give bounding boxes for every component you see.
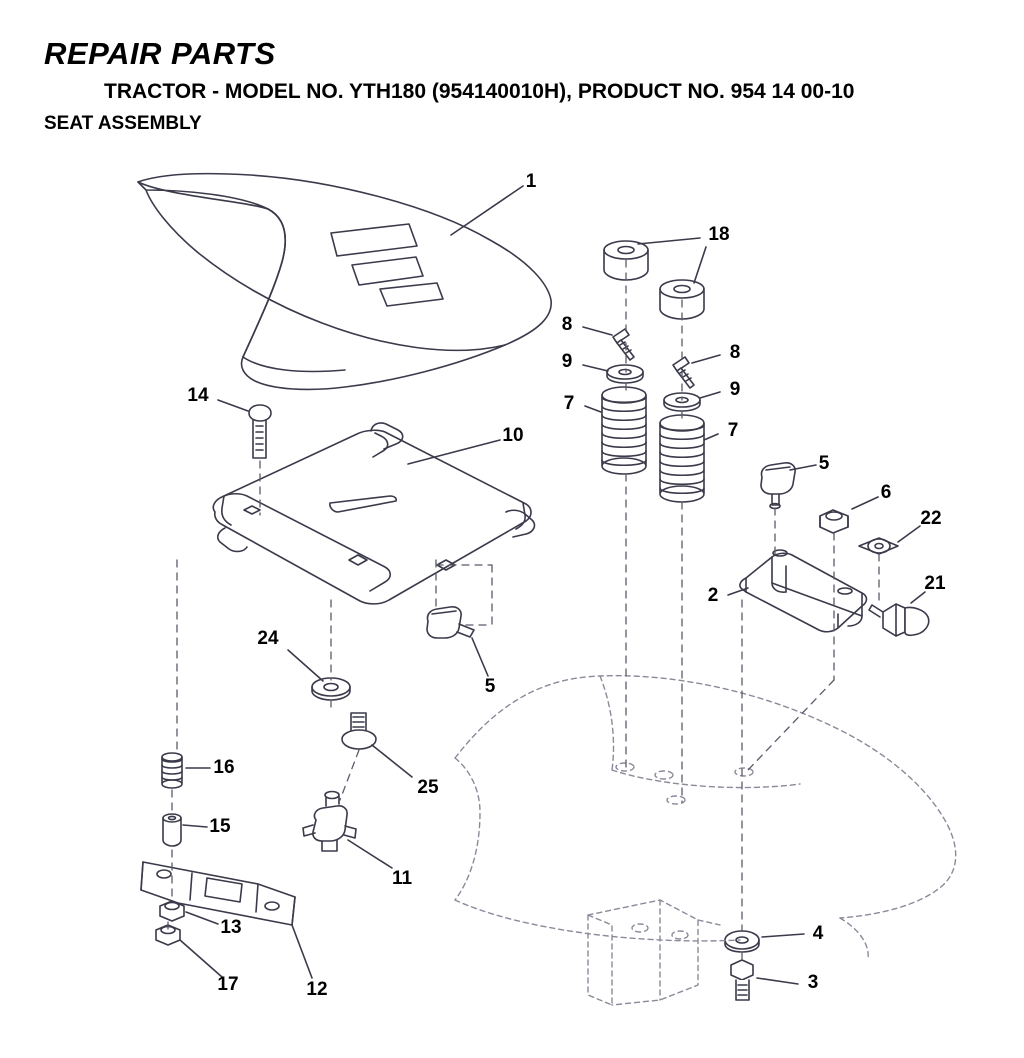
callout-number: 7 [563,393,575,414]
callout-number: 16 [213,757,235,778]
nut-13 [160,901,184,921]
callout-number: 7 [727,420,739,441]
callout-number: 2 [707,585,719,606]
washer-22 [859,538,898,554]
nut-6 [820,510,848,533]
seat-bracket-2 [740,550,867,632]
callout-number: 22 [920,508,942,529]
model-subtitle: TRACTOR - MODEL NO. YTH180 (954140010H), PRODUCT NO. 954 14 00-10 [104,80,855,103]
callout-number: 18 [708,224,730,245]
callout-number: 14 [187,385,209,406]
callout-number: 12 [306,979,328,1000]
callout-number: 8 [561,314,573,335]
washer-24 [312,678,350,700]
callout-number: 9 [561,351,573,372]
spring-7-left [602,387,646,474]
washer-4 [725,931,759,952]
callout-number: 5 [818,453,830,474]
callout-number: 5 [484,676,496,697]
spring-7-right [660,415,704,502]
callout-number: 8 [729,342,741,363]
spacer-15 [163,814,181,846]
spring-16 [162,753,182,788]
washer-9-right [664,393,700,411]
callout-number: 13 [220,917,242,938]
shoulder-bolt-14 [249,405,271,458]
callout-number: 21 [924,573,946,594]
callout-number: 15 [209,816,231,837]
clip-5-lower [427,607,474,638]
screw-8-right [673,357,694,388]
callout-number: 3 [807,972,819,993]
callout-number: 9 [729,379,741,400]
callout-number: 11 [391,868,413,889]
callout-number: 6 [880,482,892,503]
knob-11 [303,792,356,852]
screw-8-left [613,329,634,360]
section-title: SEAT ASSEMBLY [44,113,202,134]
callout-number: 4 [812,923,824,944]
bolt-3 [731,960,753,1000]
callout-number: 10 [502,425,524,446]
washer-9-left [607,365,643,383]
screw-25 [342,713,376,749]
callout-number: 24 [257,628,279,649]
page-title: REPAIR PARTS [44,36,276,71]
callout-number: 25 [417,777,439,798]
bolt-21 [869,604,929,636]
seat-part [138,174,551,390]
callout-number: 1 [525,171,537,192]
callout-number: 17 [217,974,239,995]
